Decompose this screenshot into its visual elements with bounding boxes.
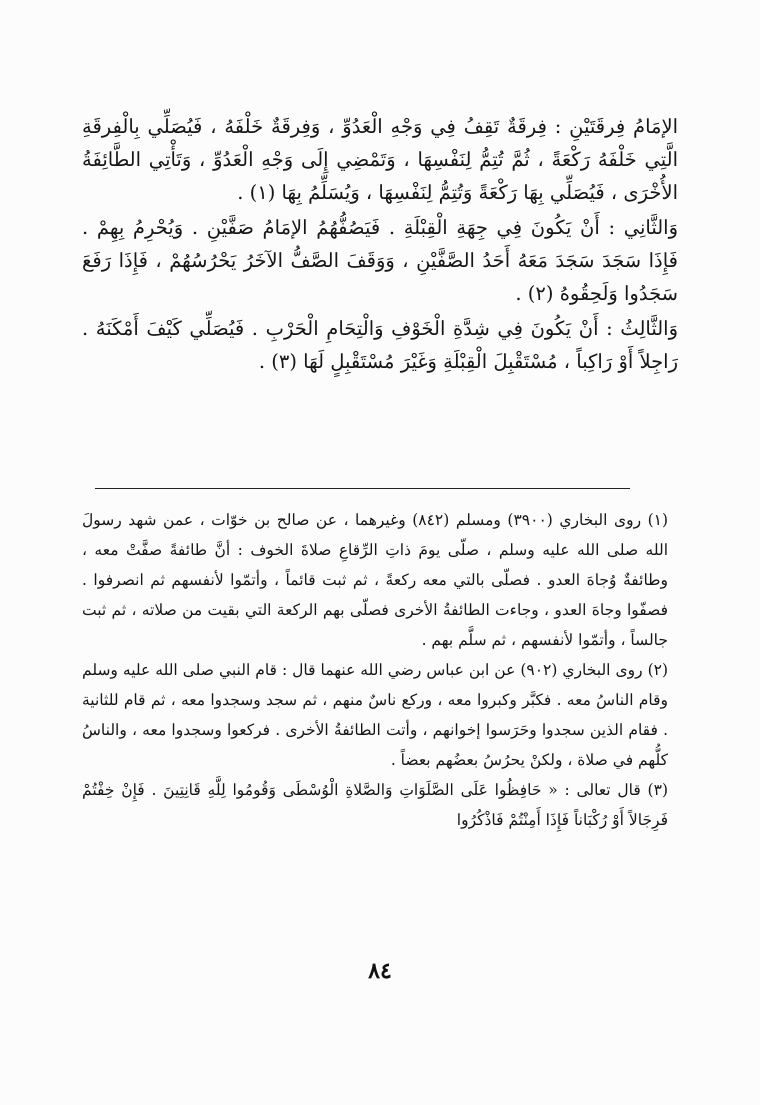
footnote-separator [95,488,630,489]
main-paragraph: وَالثَّالِثُ : أَنْ يَكُونَ فِي شِدَّةِ الْخَوْفِ وَالْتِحَامِ الْحَرْبِ . فَيُصَلِّي كَيْفَ أَمْكَنَهُ . رَاجِلاً أَوْ رَاكِباً ، مُسْتَقْبِلَ الْقِبْلَةِ وَغَيْرَ مُسْتَقْبِلٍ لَهَا (٣) . [82,317,678,373]
footnote: (١) روى البخاري (٣٩٠٠) ومسلم (٨٤٢) وغيرهما ، عن صالح بن خوّات ، عمن شهد رسولَ الله صلى الله عليه وسلم ، صلّى يومَ ذاتِ الرِّقاعِ صلاةَ الخوف : أنَّ طائفةً صفَّتْ معه ، وطائفةٌ وُجاهَ العدو . فصلّى بالتي معه ركعةً ، ثم ثبت قائماً ، وأتمّوا لأنفسهم ثم انصرفوا . فصفّوا وجاهَ العدو ، وجاءت الطائفةُ الأخرى فصلّى بهم الركعة التي بقيت من صلاته ، ثم ثبت جالساً ، وأتمّوا لأنفسهم ، ثم سلَّم بهم . [82,511,669,649]
footnotes [82,505,668,835]
footnote: (٣) قال تعالى : « حَافِظُوا عَلَى الصَّلَوَاتِ وَالصَّلاةِ الْوُسْطَى وَقُومُوا لِلَّهِ قَانِتِينَ . فَإِنْ خِفْتُمْ فَرِجَالاً أَوْ رُكْبَاناً فَإِذَا أَمِنْتُمْ فَاذْكُرُوا [82,781,668,829]
footnote: (٢) روى البخاري (٩٠٢) عن ابن عباس رضي الله عنهما قال : قام النبي صلى الله عليه وسلم وقام الناسُ معه . فكبَّر وكبروا معه ، وركع ناسٌ منهم ، ثم سجد وسجدوا معه ، ثم قام للثانية . فقام الذين سجدوا وحَرَسوا إخوانهم ، وأتت الطائفةُ الأخرى . فركعوا وسجدوا معه ، والناسُ كلُّهم في صلاة ، ولكنْ يحرُسُ بعضُهم بعضاً . [82,661,669,769]
main-paragraph: الإمَامُ فِرقَتَيْنِ : فِرقَةٌ تَقِفُ فِي وَجْهِ الْعَدُوِّ ، وَفِرقَةٌ خَلْفَهُ ، فَيُصَلِّي بِالْفِرقَةِ الَّتِي خَلْفَهُ رَكْعَةً ، ثُمَّ تُتِمُّ لِنَفْسِهَا ، وَتَمْضِي إِلَى وَجْهِ الْعَدُوِّ ، وَتَأْتِي الطَّائِفَةُ الأُخْرَى ، فَيُصَلِّي بِهَا رَكْعَةً وَتُتِمُّ لِنَفْسِهَا ، وَيُسَلِّمُ بِهَا (١) . [82,115,678,204]
main-text [82,110,678,378]
page-number: ٨٤ [368,958,392,984]
main-paragraph: وَالثَّانِي : أَنْ يَكُونَ فِي جِهَةِ الْقِبْلَةِ . فَيَصُفُّهُمُ الإمَامُ صَفَّيْنِ . وَيُحْرِمُ بِهِمْ . فَإِذَا سَجَدَ سَجَدَ مَعَهُ أَحَدُ الصَّفَّيْنِ ، وَوَقَفَ الصَّفُّ الآخَرُ يَحْرُسُهُمْ ، فَإِذَا رَفَعَ سَجَدُوا وَلَحِقُوهُ (٢) . [82,216,678,305]
